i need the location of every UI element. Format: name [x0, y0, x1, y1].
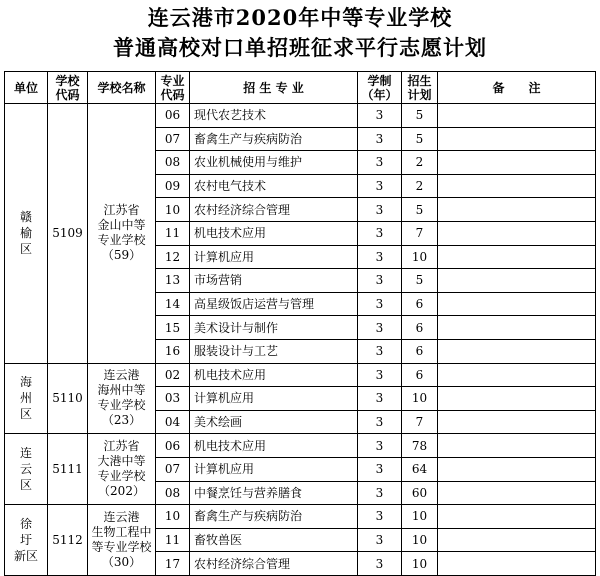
- major-code-cell: 08: [156, 151, 190, 175]
- years-cell: 3: [358, 292, 402, 316]
- remark-cell: [438, 457, 596, 481]
- major-cell: 市场营销: [190, 269, 358, 293]
- school-code-cell: 5110: [48, 363, 88, 434]
- major-code-cell: 02: [156, 363, 190, 387]
- major-cell: 机电技术应用: [190, 363, 358, 387]
- major-code-cell: 04: [156, 410, 190, 434]
- plan-cell: 5: [402, 269, 438, 293]
- plan-cell: 7: [402, 221, 438, 245]
- district-cell: 赣 榆 区: [5, 104, 48, 364]
- school-code-cell: 5112: [48, 505, 88, 576]
- plan-cell: 5: [402, 198, 438, 222]
- plan-cell: 10: [402, 552, 438, 576]
- years-cell: 3: [358, 198, 402, 222]
- plan-cell: 5: [402, 127, 438, 151]
- plan-cell: 6: [402, 363, 438, 387]
- header-plan: 招生 计划: [402, 72, 438, 104]
- years-cell: 3: [358, 363, 402, 387]
- major-code-cell: 13: [156, 269, 190, 293]
- years-cell: 3: [358, 505, 402, 529]
- major-cell: 农村经济综合管理: [190, 198, 358, 222]
- remark-cell: [438, 127, 596, 151]
- school-name-cell: 连云港 海州中等 专业学校 （23）: [88, 363, 156, 434]
- major-cell: 服装设计与工艺: [190, 339, 358, 363]
- district-cell: 徐 圩 新区: [5, 505, 48, 576]
- years-cell: 3: [358, 434, 402, 458]
- major-cell: 农村经济综合管理: [190, 552, 358, 576]
- remark-cell: [438, 552, 596, 576]
- major-cell: 畜牧兽医: [190, 528, 358, 552]
- remark-cell: [438, 339, 596, 363]
- remark-cell: [438, 316, 596, 340]
- major-code-cell: 16: [156, 339, 190, 363]
- plan-cell: 5: [402, 104, 438, 128]
- years-cell: 3: [358, 481, 402, 505]
- header-unit: 单位: [5, 72, 48, 104]
- major-cell: 计算机应用: [190, 387, 358, 411]
- school-name-cell: 江苏省 大港中等 专业学校 （202）: [88, 434, 156, 505]
- major-code-cell: 06: [156, 434, 190, 458]
- major-code-cell: 15: [156, 316, 190, 340]
- years-cell: 3: [358, 151, 402, 175]
- plan-cell: 2: [402, 174, 438, 198]
- plan-cell: 6: [402, 316, 438, 340]
- years-cell: 3: [358, 269, 402, 293]
- plan-cell: 10: [402, 387, 438, 411]
- plan-cell: 10: [402, 245, 438, 269]
- school-code-cell: 5109: [48, 104, 88, 364]
- header-major: 招 生 专 业: [190, 72, 358, 104]
- years-cell: 3: [358, 339, 402, 363]
- major-cell: 农业机械使用与维护: [190, 151, 358, 175]
- plan-cell: 10: [402, 528, 438, 552]
- major-code-cell: 17: [156, 552, 190, 576]
- major-cell: 机电技术应用: [190, 221, 358, 245]
- years-cell: 3: [358, 127, 402, 151]
- major-cell: 农村电气技术: [190, 174, 358, 198]
- remark-cell: [438, 481, 596, 505]
- remark-cell: [438, 292, 596, 316]
- school-name-cell: 连云港 生物工程中 等专业学校 （30）: [88, 505, 156, 576]
- major-cell: 机电技术应用: [190, 434, 358, 458]
- remark-cell: [438, 151, 596, 175]
- major-cell: 中餐烹饪与营养膳食: [190, 481, 358, 505]
- major-code-cell: 11: [156, 221, 190, 245]
- table-row: [5, 104, 596, 128]
- remark-cell: [438, 104, 596, 128]
- major-cell: 高星级饭店运营与管理: [190, 292, 358, 316]
- school-code-cell: 5111: [48, 434, 88, 505]
- district-cell: 海 州 区: [5, 363, 48, 434]
- major-cell: 美术绘画: [190, 410, 358, 434]
- major-code-cell: 03: [156, 387, 190, 411]
- major-cell: 计算机应用: [190, 457, 358, 481]
- years-cell: 3: [358, 528, 402, 552]
- remark-cell: [438, 245, 596, 269]
- plan-cell: 2: [402, 151, 438, 175]
- header-row: [5, 72, 596, 104]
- years-cell: 3: [358, 387, 402, 411]
- remark-cell: [438, 221, 596, 245]
- major-code-cell: 10: [156, 198, 190, 222]
- header-major-code: 专业 代码: [156, 72, 190, 104]
- remark-cell: [438, 198, 596, 222]
- years-cell: 3: [358, 457, 402, 481]
- plan-cell: 6: [402, 292, 438, 316]
- major-cell: 现代农艺技术: [190, 104, 358, 128]
- major-code-cell: 11: [156, 528, 190, 552]
- years-cell: 3: [358, 316, 402, 340]
- major-cell: 畜禽生产与疾病防治: [190, 505, 358, 529]
- years-cell: 3: [358, 245, 402, 269]
- header-remark: 备 注: [438, 72, 596, 104]
- remark-cell: [438, 387, 596, 411]
- table-row: [5, 363, 596, 387]
- plan-cell: 10: [402, 505, 438, 529]
- table-body: [5, 104, 596, 576]
- major-code-cell: 10: [156, 505, 190, 529]
- page-title-line1: 连云港市2020年中等专业学校: [147, 5, 453, 30]
- enrollment-plan-table: [4, 71, 596, 576]
- major-cell: 美术设计与制作: [190, 316, 358, 340]
- plan-cell: 78: [402, 434, 438, 458]
- header-years: 学制 （年）: [358, 72, 402, 104]
- remark-cell: [438, 174, 596, 198]
- remark-cell: [438, 434, 596, 458]
- table-row: [5, 434, 596, 458]
- remark-cell: [438, 505, 596, 529]
- remark-cell: [438, 269, 596, 293]
- remark-cell: [438, 410, 596, 434]
- years-cell: 3: [358, 221, 402, 245]
- header-school-code: 学校 代码: [48, 72, 88, 104]
- major-code-cell: 08: [156, 481, 190, 505]
- page-title-line2: 普通高校对口单招班征求平行志愿计划: [113, 35, 487, 60]
- remark-cell: [438, 363, 596, 387]
- major-code-cell: 14: [156, 292, 190, 316]
- major-code-cell: 07: [156, 457, 190, 481]
- major-code-cell: 12: [156, 245, 190, 269]
- major-code-cell: 09: [156, 174, 190, 198]
- plan-cell: 6: [402, 339, 438, 363]
- years-cell: 3: [358, 410, 402, 434]
- header-school-name: 学校名称: [88, 72, 156, 104]
- years-cell: 3: [358, 104, 402, 128]
- remark-cell: [438, 528, 596, 552]
- school-name-cell: 江苏省 金山中等 专业学校 （59）: [88, 104, 156, 364]
- major-code-cell: 06: [156, 104, 190, 128]
- major-code-cell: 07: [156, 127, 190, 151]
- district-cell: 连 云 区: [5, 434, 48, 505]
- plan-cell: 60: [402, 481, 438, 505]
- table-row: [5, 505, 596, 529]
- plan-cell: 7: [402, 410, 438, 434]
- plan-cell: 64: [402, 457, 438, 481]
- major-cell: 计算机应用: [190, 245, 358, 269]
- years-cell: 3: [358, 552, 402, 576]
- years-cell: 3: [358, 174, 402, 198]
- major-cell: 畜禽生产与疾病防治: [190, 127, 358, 151]
